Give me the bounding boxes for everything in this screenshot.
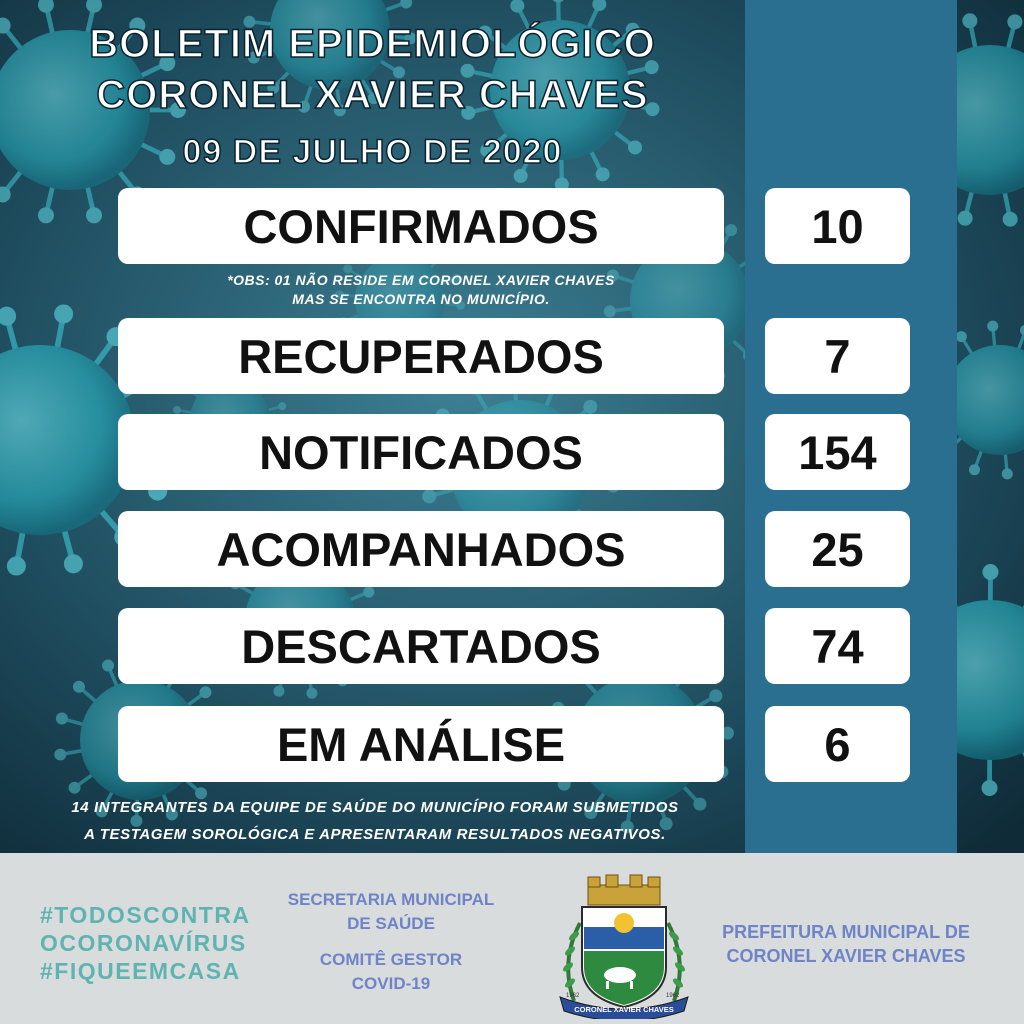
- bulletin-title: BOLETIM EPIDEMIOLÓGICO: [89, 22, 656, 66]
- municipal-coat-of-arms-icon: [554, 871, 694, 1019]
- municipality-title: CORONEL XAVIER CHAVES: [96, 73, 649, 117]
- stat-label-acompanhados: ACOMPANHADOS: [118, 511, 724, 587]
- crest-year-right: 1962: [666, 993, 680, 999]
- observation-line-1: *OBS: 01 NÃO RESIDE EM CORONEL XAVIER CHAVES: [227, 272, 615, 288]
- prefecture-line-1: PREFEITURA MUNICIPAL DE: [722, 922, 970, 942]
- secretariat-line-1: SECRETARIA MUNICIPAL: [287, 890, 495, 909]
- observation-line-2: MAS SE ENCONTRA NO MUNICÍPIO.: [292, 291, 550, 307]
- hashtag-line-3: #FIQUEEMCASA: [40, 958, 241, 984]
- crest-ribbon-text: CORONEL XAVIER CHAVES: [574, 1005, 674, 1014]
- prefecture-line-2: CORONEL XAVIER CHAVES: [726, 946, 966, 966]
- crest-year-left: 1962: [566, 993, 580, 999]
- testing-footnote: [10, 794, 740, 848]
- hashtag-line-1: #TODOSCONTRA: [40, 902, 251, 928]
- health-secretariat: [262, 888, 520, 936]
- stat-label-confirmados: CONFIRMADOS: [118, 188, 724, 264]
- footer-bar: [0, 853, 1024, 1024]
- covid-committee: [262, 948, 520, 996]
- municipal-government: [700, 920, 992, 968]
- campaign-hashtags: [40, 901, 251, 985]
- footnote-line-1: 14 INTEGRANTES DA EQUIPE DE SAÚDE DO MUNICÍPIO FORAM SUBMETIDOS: [71, 799, 679, 816]
- stat-value-acompanhados: 25: [765, 511, 910, 587]
- committee-line-1: COMITÊ GESTOR: [319, 950, 463, 969]
- stat-label-em-analise: EM ANÁLISE: [118, 706, 724, 782]
- bulletin-date: 09 DE JULHO DE 2020: [182, 133, 563, 171]
- stat-value-notificados: 154: [765, 414, 910, 490]
- stat-value-em-analise: 6: [765, 706, 910, 782]
- stat-value-confirmados: 10: [765, 188, 910, 264]
- secretariat-line-2: DE SAÚDE: [347, 914, 435, 933]
- stat-value-recuperados: 7: [765, 318, 910, 394]
- footnote-line-2: A TESTAGEM SOROLÓGICA E APRESENTARAM RESULTADOS NEGATIVOS.: [84, 826, 666, 843]
- stat-label-notificados: NOTIFICADOS: [118, 414, 724, 490]
- stat-label-descartados: DESCARTADOS: [118, 608, 724, 684]
- committee-line-2: COVID-19: [351, 974, 431, 993]
- stat-value-descartados: 74: [765, 608, 910, 684]
- observation-note: [118, 271, 724, 309]
- hashtag-line-2: OCORONAVÍRUS: [40, 930, 247, 956]
- stat-label-recuperados: RECUPERADOS: [118, 318, 724, 394]
